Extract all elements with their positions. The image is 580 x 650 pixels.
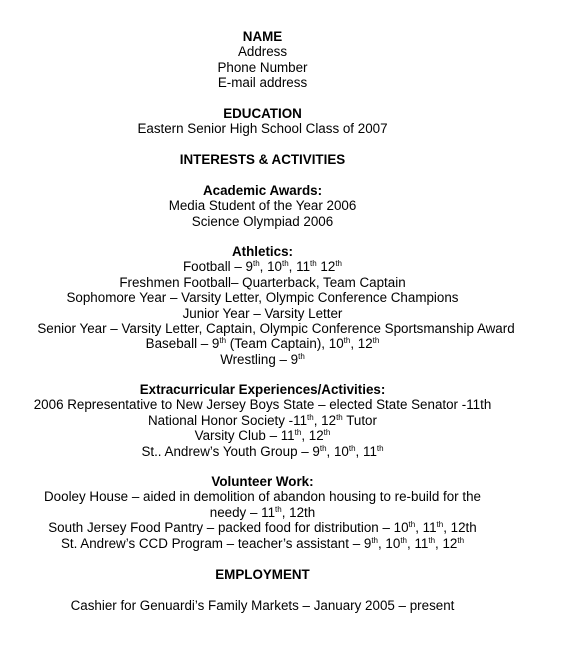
youth-group-line: St.. Andrew’s Youth Group – 9th, 10th, 11th [141,443,384,459]
contact-header [0,29,525,91]
baseball-line: Baseball – 9th (Team Captain), 10th, 12th [145,336,380,352]
junior-line: Junior Year – Varsity Letter [182,305,343,321]
representative-line: 2006 Representative to New Jersey Boys State – elected State Senator -11th [33,397,492,413]
employment-heading: EMPLOYMENT [215,567,310,582]
football-line: Football – 9th, 10th, 11th 12th [183,259,342,275]
award-item: Science Olympiad 2006 [191,213,334,229]
job-line: Cashier for Genuardi’s Family Markets – January 2005 – present [70,598,455,613]
wrestling-line: Wrestling – 9th [220,351,305,367]
freshmen-line: Freshmen Football– Quarterback, Team Captain [119,274,406,290]
employment-entry [0,598,525,613]
extracurricular-heading: Extracurricular Experiences/Activities: [139,382,386,397]
address: Address [237,44,288,60]
resume-name: NAME [242,29,283,44]
dooley-line-continued: needy – 11th, 12th [209,504,316,520]
phone-number: Phone Number [217,59,308,75]
food-pantry-line: South Jersey Food Pantry – packed food for distribution – 10th, 11th, 12th [48,520,477,536]
academic-awards-section [0,183,525,229]
athletics-section [0,244,525,367]
honor-society-line: National Honor Society -11th, 12th Tutor [148,412,377,428]
ccd-line: St. Andrew’s CCD Program – teacher’s assistant – 9th, 10th, 11th, 12th [60,535,465,551]
email-address: E-mail address [217,75,308,91]
volunteer-section [0,474,525,551]
athletics-heading: Athletics: [231,244,293,259]
extracurricular-section [0,382,525,459]
award-item: Media Student of the Year 2006 [168,198,357,214]
interests-heading: INTERESTS & ACTIVITIES [179,152,346,167]
sophomore-line: Sophomore Year – Varsity Letter, Olympic Conference Champions [66,290,459,306]
academic-awards-heading: Academic Awards: [202,183,323,198]
volunteer-heading: Volunteer Work: [211,474,314,489]
education-section [0,106,525,137]
interests-section [0,152,525,167]
employment-section [0,567,525,582]
senior-line: Senior Year – Varsity Letter, Captain, Olympic Conference Sportsmanship Award [37,320,515,336]
school: Eastern Senior High School Class of 2007 [137,121,388,137]
education-heading: EDUCATION [223,106,302,121]
varsity-club-line: Varsity Club – 11th, 12th [194,428,331,444]
dooley-line: Dooley House – aided in demolition of abandon housing to re-build for the [44,489,481,505]
